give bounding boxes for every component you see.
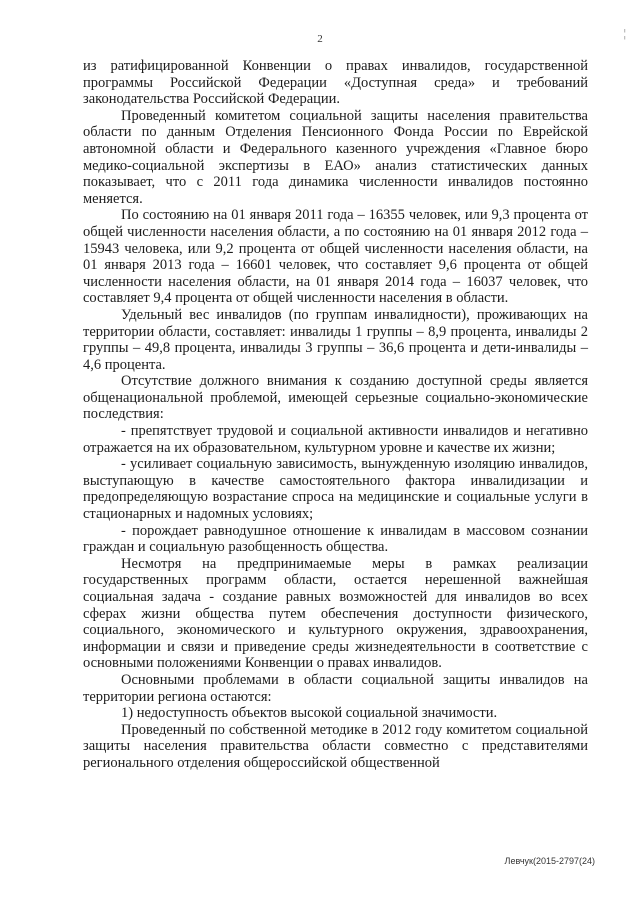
paragraph-unsolved-task: Несмотря на предпринимаемые меры в рамках реализации государственных программ области, остается нерешенной важнейшая социальная задача - создание равных возможностей для инвалидов во всех сферах жизни общества путем обеспечения доступности физического, социального, экономического и культурного окружения, здравоохранения, информации и связи и приведение среды жизнедеятельности в соответствие с основными положениями Конвенции о правах инвалидов. bbox=[83, 555, 588, 672]
list-item-indifference: - порождает равнодушное отношение к инвалидам в массовом сознании граждан и социальную разобщенность общества. bbox=[83, 522, 588, 556]
document-body bbox=[83, 58, 588, 772]
paragraph-convention-continuation: из ратифицированной Конвенции о правах инвалидов, государственной программы Российской Федерации «Доступная среда» и требований законодательства Российской Федерации. bbox=[83, 58, 588, 108]
paragraph-statistics-analysis: Проведенный комитетом социальной защиты населения правительства области по данным Отделения Пенсионного Фонда России по Еврейской автономной области и Федерального казенного учреждения «Главное бюро медико-социальной экспертизы в ЕАО» анализ статистических данных показывает, что с 2011 года динамика численности инвалидов постоянно меняется. bbox=[83, 107, 588, 207]
paragraph-accessibility-problem: Отсутствие должного внимания к созданию доступной среды является общенациональной проблемой, имеющей серьезные социально-экономические последствия: bbox=[83, 373, 588, 423]
list-item-labor-activity: - препятствует трудовой и социальной активности инвалидов и негативно отражается на их образовательном, культурном уровне и качестве их жизни; bbox=[83, 423, 588, 456]
paragraph-survey-2012: Проведенный по собственной методике в 2012 году комитетом социальной защиты населения правительства области совместно с представителями регионального отделения общероссийской общественной bbox=[83, 721, 588, 771]
margin-mark: ¦ bbox=[623, 26, 626, 40]
paragraph-disabled-counts: По состоянию на 01 января 2011 года – 16355 человек, или 9,3 процента от общей численности населения области, а по состоянию на 01 января 2012 года – 15943 человека, или 9,2 процента от общей численности населения области, на 01 января 2013 года – 16601 человек, что составляет 9,6 процента от общей численности населения области, на 01 января 2014 года – 16037 человек, что составляет 9,4 процента от общей численности населения в области. bbox=[83, 207, 588, 307]
paragraph-main-problems: Основными проблемами в области социальной защиты инвалидов на территории региона остаются: bbox=[83, 671, 588, 705]
paragraph-disability-groups: Удельный вес инвалидов (по группам инвалидности), проживающих на территории области, составляет: инвалиды 1 группы – 8,9 процента, инвалиды 2 группы – 49,8 процента, инвалиды 3 группы – 36,6 процента и дети-инвалиды – 4,6 процента. bbox=[83, 306, 588, 373]
document-code: Левчук(2015-2797(24) bbox=[504, 856, 595, 866]
page-number: 2 bbox=[317, 33, 323, 45]
list-item-inaccessible-objects: 1) недоступность объектов высокой социальной значимости. bbox=[121, 705, 498, 722]
list-item-social-dependency: - усиливает социальную зависимость, вынужденную изоляцию инвалидов, выступающую в качестве самостоятельного фактора инвалидизации и предопределяющую возрастание спроса на медицинские и социальные услуги в стационарных и надомных условиях; bbox=[83, 456, 588, 523]
